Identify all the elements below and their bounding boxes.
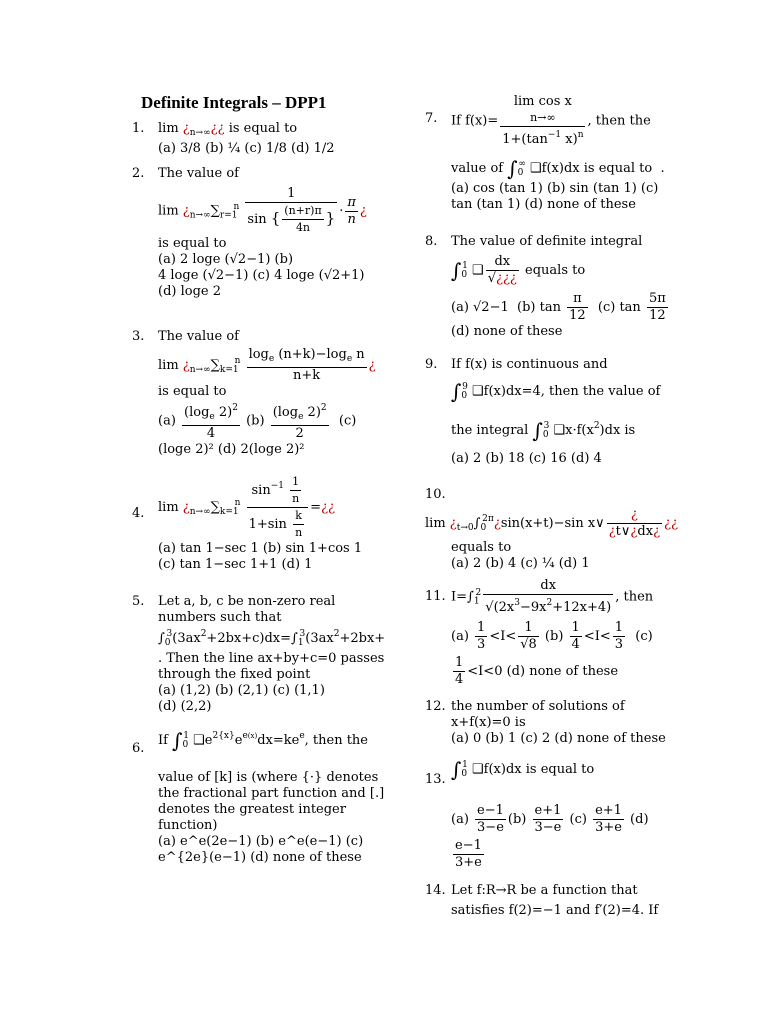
question-10 — [425, 487, 715, 572]
question-number: 11. — [425, 589, 446, 604]
answer-options: (loge 2)² (d) 2(loge 2)² — [158, 442, 305, 457]
question-text: If f(x) is continuous and — [451, 357, 608, 372]
question-text: satisfies f(2)=−1 and f′(2)=4. If — [451, 903, 659, 918]
question-text: The value of — [158, 329, 239, 344]
answer-options: (c) tan 1−sec 1+1 (d) 1 — [158, 557, 313, 572]
question-text: value of [k] is (where {·} denotes — [158, 770, 379, 785]
answer-options: (a) (1,2) (b) (2,1) (c) (1,1) — [158, 683, 325, 698]
question-text: denotes the greatest integer — [158, 802, 346, 817]
question-formula: $\lim ¿_{n\to\infty}\sum_{k=1}^n$ $\sin^{-1}$ $\frac{1}{n}$ 1+sin $\frac{k}{n}$ =¿¿ — [158, 475, 336, 539]
question-number: 7. — [425, 111, 438, 126]
question-number: 14. — [425, 883, 446, 898]
question-formula: $\int_0^3(3ax^2+2bx+c)dx=\int_1^3(3ax^2+2bx+$ — [158, 629, 386, 648]
question-number: 3. — [132, 329, 145, 344]
question-text: x+f(x)=0 is — [451, 715, 526, 730]
answer-options: tan (tan 1) (d) none of these — [451, 197, 636, 212]
question-text: numbers such that — [158, 610, 282, 625]
question-number: 8. — [425, 234, 438, 249]
question-number: 9. — [425, 357, 438, 372]
question-text: The value of — [158, 166, 239, 181]
question-formula: $\lim ¿_{n\to\infty}\sum_{k=1}^n$ $\frac{\log_e (n+k)-\log_e n}{n+k}$ ¿ — [158, 347, 376, 383]
question-formula: $\int_0^1$ ❑f(x)dx is equal to — [451, 757, 595, 782]
question-text: is equal to — [158, 236, 227, 251]
question-number: 1. — [132, 121, 145, 136]
question-text: $\lim ¿_{n\to\infty}¿¿$ is equal to — [158, 121, 298, 138]
question-number: 2. — [132, 166, 145, 181]
question-formula: If $\int_0^1$ $❑e^{2\{x\}}e^{e(x)}dx=ke^e$, then the — [158, 728, 368, 753]
question-text: . Then the line ax+by+c=0 passes — [158, 651, 385, 666]
question-text: The value of definite integral — [451, 234, 643, 249]
question-formula: $\lim ¿_{t\to 0}\int_0^{2\pi}¿\sin(x+t)-\sin$ x∨ $\frac{¿}{¿t\vee¿dx¿}$ ¿¿ — [425, 507, 678, 539]
question-number: 6. — [132, 741, 145, 756]
question-text: through the fixed point — [158, 667, 311, 682]
question-formula: value of $\int_0^\infty$ ❑f(x)dx is equal to . — [451, 156, 665, 181]
answer-options: (d) loge 2 — [158, 284, 222, 299]
question-number: 5. — [132, 594, 145, 609]
answer-options: (a) $\frac{(\log_e 2)^2}{4}$ (b) $\frac{(\log_e 2)^2}{2}$ (c) — [158, 400, 380, 442]
question-formula: If f(x)= lim cos x n→∞ $1+(\tan^{-1}$ x)$^n$ , then the — [451, 94, 651, 147]
question-text: the number of solutions of — [451, 699, 625, 714]
answer-options: (a) $\frac{1}{3}$ <I< $\frac{1}{√8}$ (b) $\frac{1}{4}$ <I< $\frac{1}{3}$ (c) — [451, 620, 653, 652]
question-text: Let a, b, c be non-zero real — [158, 594, 336, 609]
question-formula: $I=\int_1^2$ $\frac{dx}{√(2x^3-9x^2+12x+4)}$ , then — [451, 578, 654, 615]
question-number: 4. — [132, 506, 145, 521]
document-title: Definite Integrals – DPP1 — [141, 93, 327, 112]
answer-options: (a) cos (tan 1) (b) sin (tan 1) (c) — [451, 181, 659, 196]
question-number: 12. — [425, 699, 446, 714]
answer-options: (a) 2 (b) 4 (c) ¼ (d) 1 — [451, 556, 590, 571]
question-text: Let f:R→R be a function that — [451, 883, 638, 898]
answer-options: $\frac{1}{4}$ <I<0 (d) none of these — [455, 655, 619, 687]
answer-options: e^{2e}(e−1) (d) none of these — [158, 850, 362, 865]
answer-options: (a) e^e(2e−1) (b) e^e(e−1) (c) — [158, 834, 364, 849]
answer-options: (a) $\frac{e-1}{3-e}$ (b) $\frac{e+1}{3-e}$ (c) $\frac{e+1}{3+e}$ (d) — [451, 803, 649, 835]
answer-options: (a) 2 loge (√2−1) (b) — [158, 252, 294, 267]
question-text: equals to — [451, 540, 512, 555]
question-formula: $\int_0^9$ ❑f(x)dx=4, then the value of — [451, 379, 661, 404]
question-text: is equal to — [158, 384, 227, 399]
question-number: 10. — [425, 487, 446, 502]
question-text: function) — [158, 818, 218, 833]
answer-options: (d) none of these — [451, 324, 563, 339]
question-formula: $\int_0^1$ ❑ $\frac{dx}{√¿¿¿}$ equals to — [451, 254, 586, 286]
answer-options: (d) (2,2) — [158, 699, 212, 714]
answer-options: (a) 2 (b) 18 (c) 16 (d) 4 — [451, 451, 602, 466]
question-text: the fractional part function and [.] — [158, 786, 385, 801]
answer-options: (a) 3/8 (b) ¼ (c) 1/8 (d) 1/2 — [158, 141, 335, 156]
question-formula: the integral $\int_0^3$ $❑x\cdot f(x^2)dx$ is — [451, 418, 636, 443]
answer-options: (a) 0 (b) 1 (c) 2 (d) none of these — [451, 731, 666, 746]
question-formula: $\lim ¿_{n\to\infty}\sum_{r=1}^n$ 1 sin { $\frac{(n+r)\pi}{4n}$ } · $\frac{\pi}{n}$ ¿ — [158, 186, 367, 234]
answer-options: (a) tan 1−sec 1 (b) sin 1+cos 1 — [158, 541, 363, 556]
question-number: 13. — [425, 772, 446, 787]
answer-options: $\frac{e-1}{3+e}$ — [455, 838, 482, 870]
answer-options: (a) √2−1 (b) tan $\frac{\pi}{12}$ (c) tan $\frac{5\pi}{12}$ — [451, 291, 666, 323]
answer-options: 4 loge (√2−1) (c) 4 loge (√2+1) — [158, 268, 365, 283]
